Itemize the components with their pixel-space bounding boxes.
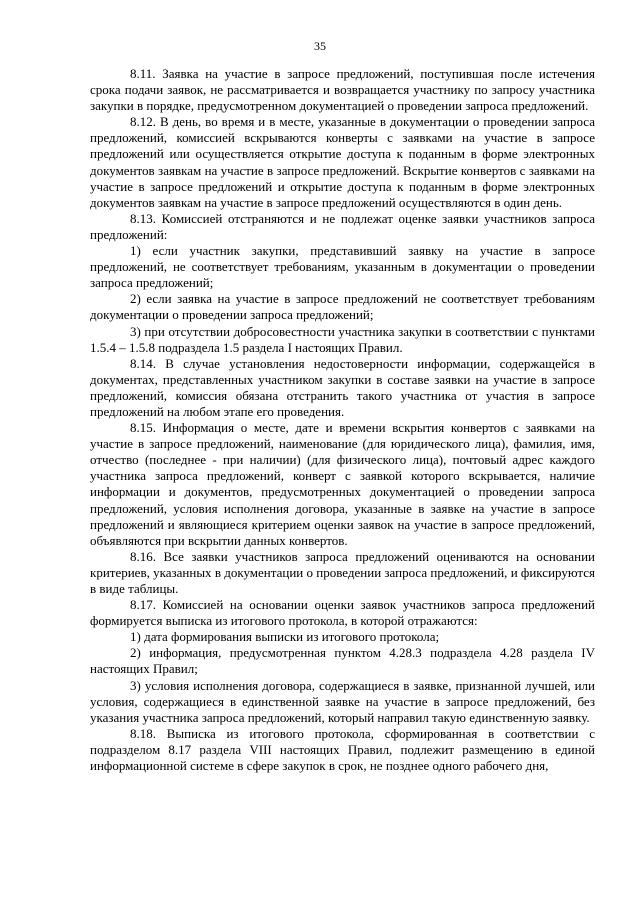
paragraph-8-16: 8.16. Все заявки участников запроса предложений оцениваются на основании критериев, указанных в документации о проведении запроса предложений, и фиксируются в виде таблицы. [90, 548, 595, 596]
list-item-8-13-3: 3) при отсутствии добросовестности участника закупки в соответствии с пунктами 1.5.4 – 1.5.8 подраздела 1.5 раздела I настоящих Правил. [90, 323, 595, 355]
list-item-8-17-3: 3) условия исполнения договора, содержащиеся в заявке, признанной лучшей, или условия, содержащиеся в единственной заявке на участие в запросе предложений, без указания участника запроса предложений, который направил такую единственную заявку. [90, 677, 595, 725]
list-item-8-17-2: 2) информация, предусмотренная пунктом 4.28.3 подраздела 4.28 раздела IV настоящих Правил; [90, 645, 595, 677]
paragraph-8-13: 8.13. Комиссией отстраняются и не подлежат оценке заявки участников запроса предложений: [90, 210, 595, 242]
paragraph-8-18: 8.18. Выписка из итогового протокола, сформированная в соответствии с подразделом 8.17 раздела VIII настоящих Правил, подлежит размещению в единой информационной системе в сфере закупок в срок, не позднее одного рабочего дня, [90, 725, 595, 774]
document-body [90, 66, 595, 774]
list-item-8-13-2: 2) если заявка на участие в запросе предложений не соответствует требованиям документации о проведении запроса предложений; [90, 291, 595, 323]
paragraph-8-12: 8.12. В день, во время и в месте, указанные в документации о проведении запроса предложений, комиссией вскрываются конверты с заявками на участие в запросе предложений или осуществляется открытие доступа к поданным в форме электронных документов заявкам на участие в запросе предложений. Вскрытие конвертов с заявками на участие в запросе предложений и открытие доступа к поданным в форме электронных документов заявкам на участие в запросе предложений осуществляются в один день. [90, 114, 595, 210]
list-item-8-17-1: 1) дата формирования выписки из итогового протокола; [130, 629, 440, 645]
list-item-8-13-1: 1) если участник закупки, представивший заявку на участие в запросе предложений, не соответствует требованиям, указанным в документации о проведении запроса предложений; [90, 243, 595, 291]
paragraph-8-17: 8.17. Комиссией на основании оценки заявок участников запроса предложений формируется выписка из итогового протокола, в которой отражаются: [90, 597, 595, 629]
paragraph-8-11: 8.11. Заявка на участие в запросе предложений, поступившая после истечения срока подачи заявок, не рассматривается и возвращается участнику по запросу участника закупки в порядке, предусмотренном документацией о проведении запроса предложений. [90, 66, 595, 114]
paragraph-8-15: 8.15. Информация о месте, дате и времени вскрытия конвертов с заявками на участие в запросе предложений, наименование (для юридического лица), фамилия, имя, отчество (последнее - при наличии) (для физического лица), почтовый адрес каждого участника запроса предложений, конверт с заявкой которого вскрывается, наличие информации и документов, предусмотренных документацией о проведении запроса предложений, условия исполнения договора, указанные в заявке на участие в запросе предложений и являющиеся критерием оценки заявок на участие в запросе предложений, объявляются при вскрытии данных конвертов. [90, 420, 595, 548]
page-number: 35 [314, 39, 326, 53]
paragraph-8-14: 8.14. В случае установления недостоверности информации, содержащейся в документах, представленных участником закупки в составе заявки на участие в запросе предложений, комиссия обязана отстранить такого участника от участия в запросе предложений на любом этапе его проведения. [90, 355, 595, 419]
